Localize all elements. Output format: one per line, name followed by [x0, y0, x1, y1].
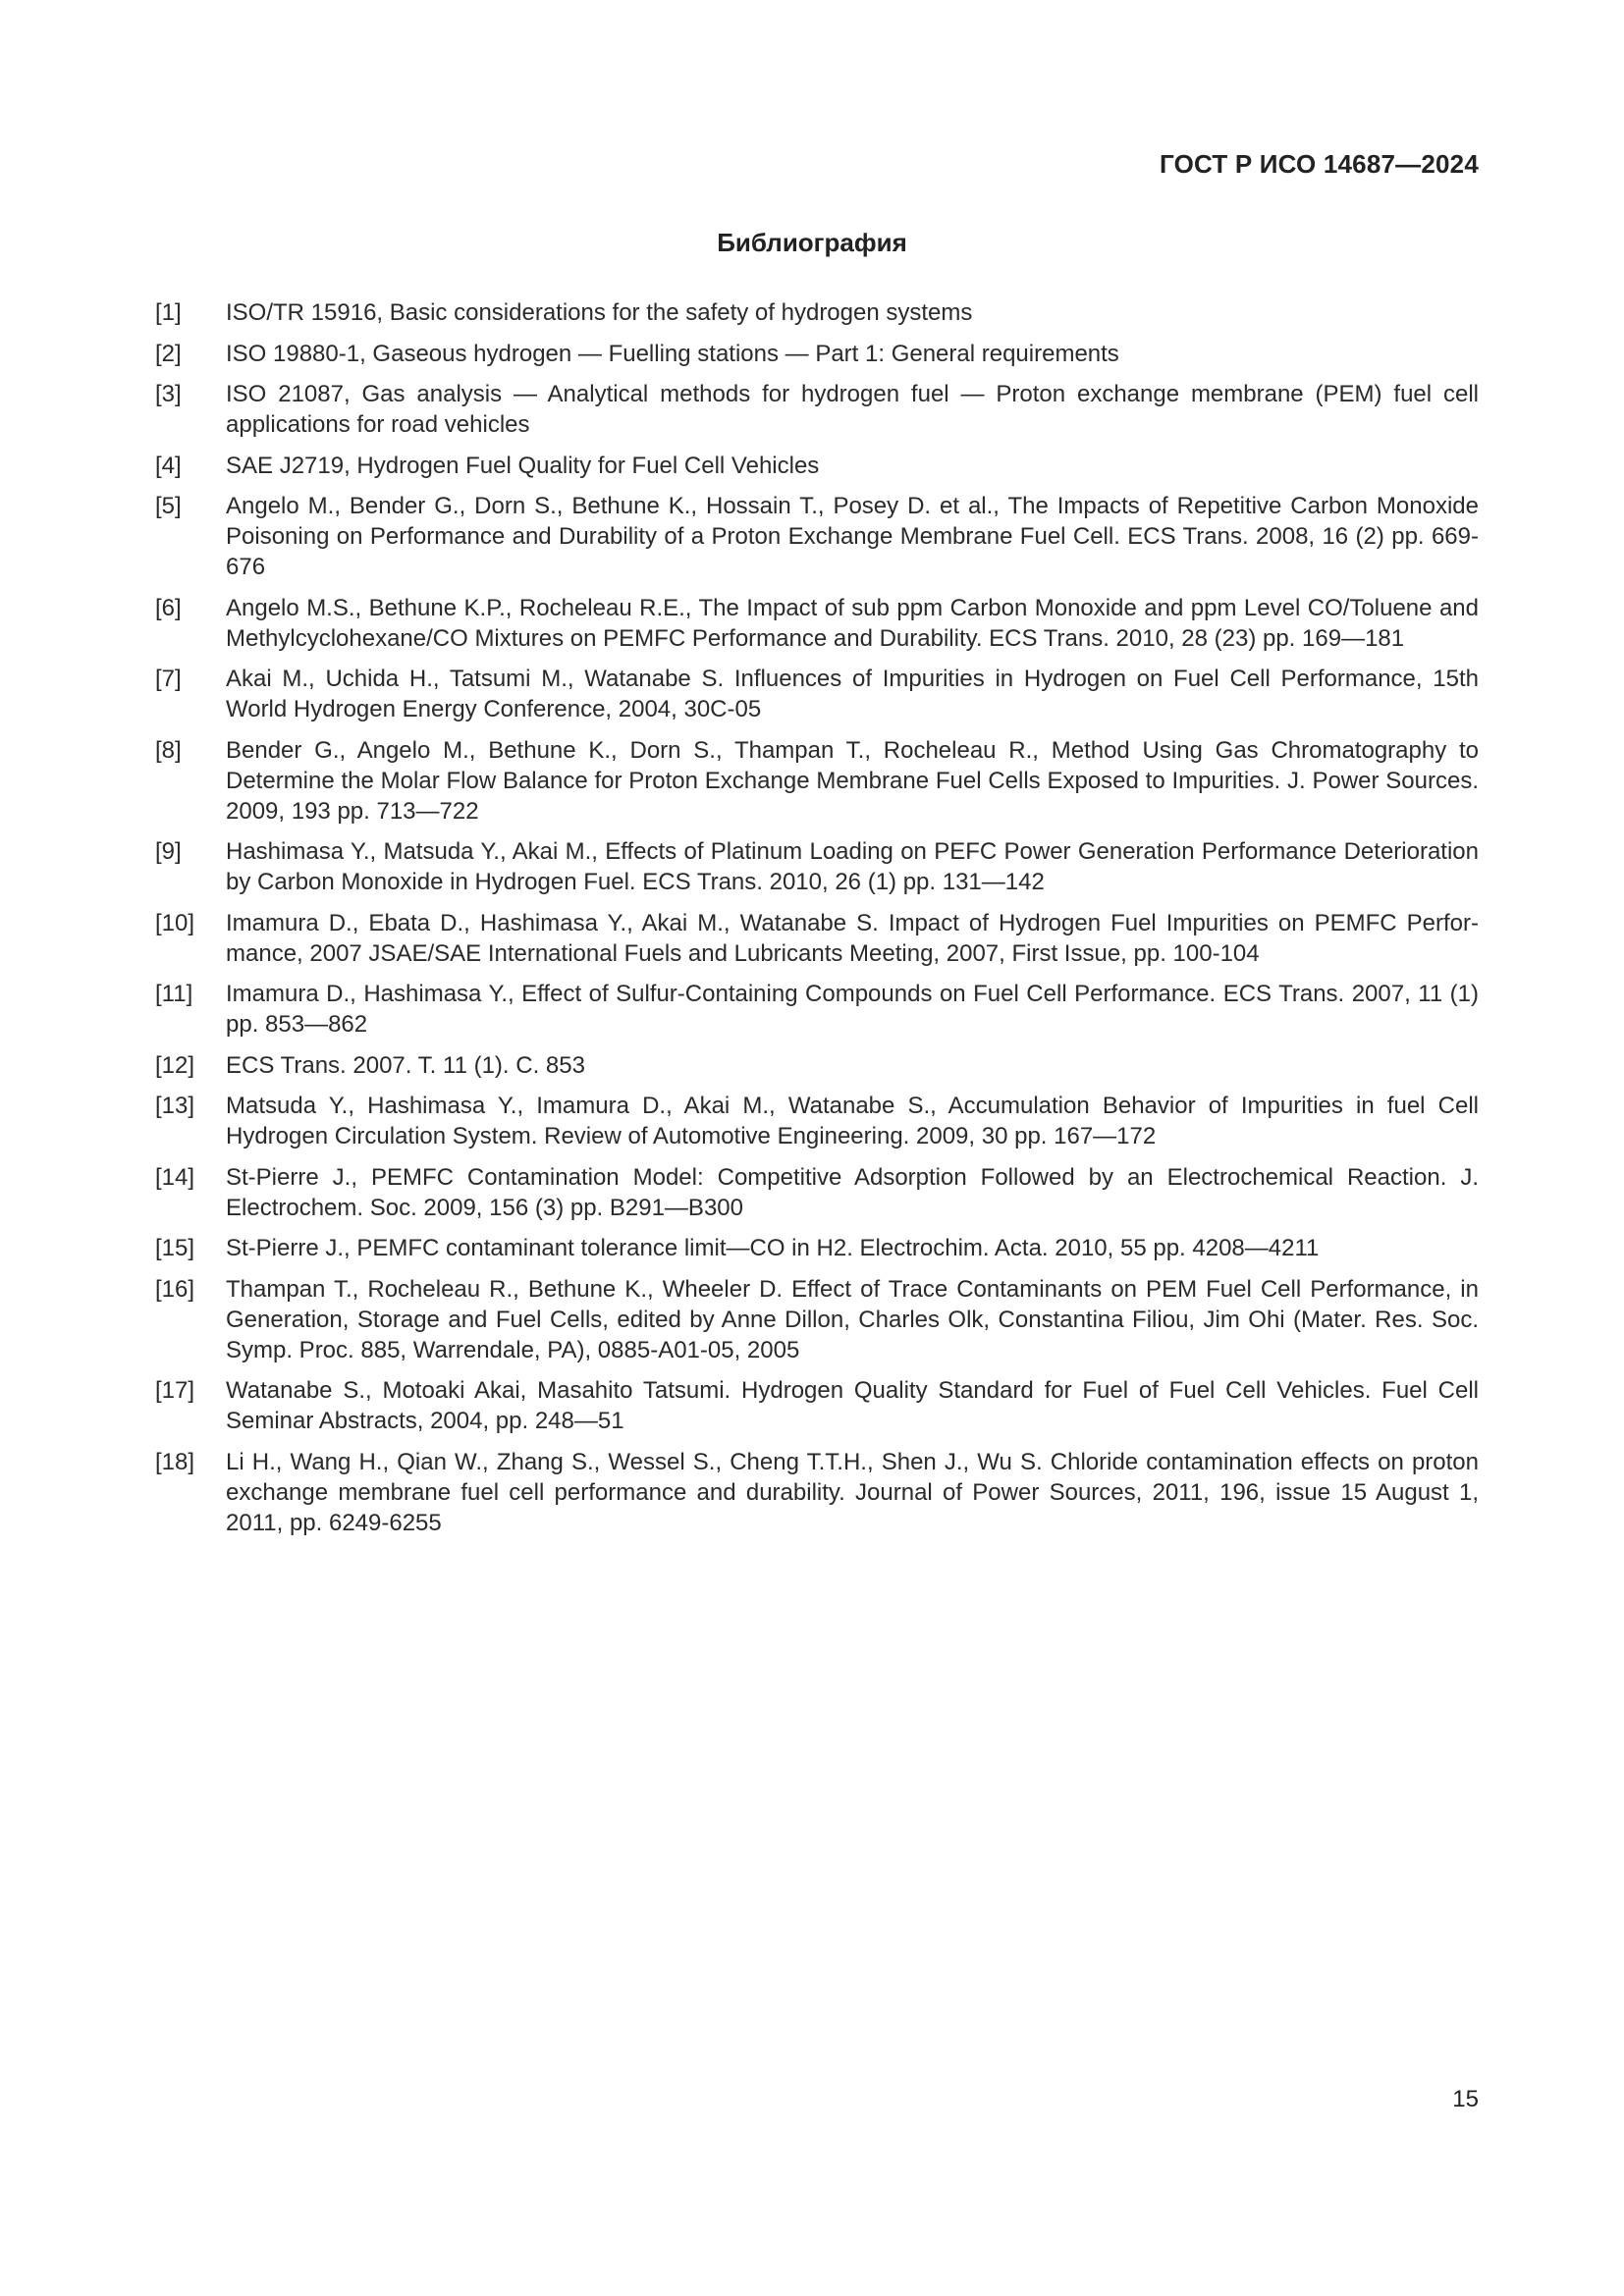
reference-text: Li H., Wang H., Qian W., Zhang S., Wessel S., Cheng T.T.H., Shen J., Wu S. Chloride contamination effects on proton exchange membrane fuel cell performance and durability. Journal of Power Sources, 2011, 196, issue 15 August 1, 2011, pp. 6249-6255 [226, 1448, 1479, 1536]
reference-number: [13] [155, 1093, 195, 1119]
reference-text: Akai M., Uchida H., Tatsumi M., Watanabe S. Influences of Impurities in Hydrogen on Fuel Cell Performance, 15th World Hydrogen Energy Conference, 2004, 30C-05 [226, 666, 1479, 722]
reference-text: Imamura D., Ebata D., Hashimasa Y., Akai M., Watanabe S. Impact of Hydrogen Fuel Impurities on PEMFC Performance, 2007 JSAE/SAE International Fuels and Lubricants Meeting, 2007, First Issue, pp. 100-104 [226, 909, 1479, 967]
reference-number: [9] [155, 838, 182, 865]
bibliography-item [155, 1447, 1479, 1538]
reference-text: Bender G., Angelo M., Bethune K., Dorn S., Thampan T., Rocheleau R., Method Using Gas Chromatography to Determine the Molar Flow Balance for Proton Exchange Membrane Fuel Cells Exposed to Impurities. J. Power Sources. 2009, 193 pp. 713—722 [226, 736, 1479, 825]
reference-number: [2] [155, 340, 182, 367]
reference-text: Angelo M.S., Bethune K.P., Rocheleau R.E., The Impact of sub ppm Carbon Monoxide and ppm Level CO/Toluene and Methylcyclohexane/CO Mixtures on PEMFC Performance and Durability. ECS Trans. 2010, 28 (23) pp. 169—181 [226, 594, 1479, 652]
reference-number: [8] [155, 736, 182, 764]
reference-number: [14] [155, 1163, 195, 1191]
bibliography-item [155, 1091, 1479, 1151]
reference-text: Watanabe S., Motoaki Akai, Masahito Tatsumi. Hydrogen Quality Standard for Fuel of Fuel Cell Vehicles. Fuel Cell Seminar Abstracts, 2004, pp. 248—51 [226, 1377, 1479, 1434]
bibliography-item [155, 297, 1479, 328]
reference-number: [10] [155, 909, 195, 936]
reference-text: St-Pierre J., PEMFC Contamination Model: Competitive Adsorption Followed by an Electrochemical Reaction. J. Electrochem. Soc. 2009, 156 (3) pp. B291—B300 [226, 1163, 1479, 1221]
reference-text: Hashimasa Y., Matsuda Y., Akai M., Effects of Platinum Loading on PEFC Power Generation Performance Deterioration by Carbon Monoxide in Hydrogen Fuel. ECS Trans. 2010, 26 (1) pp. 131—142 [226, 838, 1479, 895]
bibliography-list [155, 297, 1479, 1548]
reference-text: St-Pierre J., PEMFC contaminant tolerance limit—CO in H2. Electrochim. Acta. 2010, 55 pp. 4208—4211 [226, 1235, 1320, 1261]
bibliography-item [155, 1375, 1479, 1436]
bibliography-item [155, 979, 1479, 1040]
document-code-header: ГОСТ Р ИСО 14687—2024 [1159, 149, 1479, 179]
bibliography-item [155, 1162, 1479, 1223]
bibliography-item [155, 1274, 1479, 1365]
bibliography-item [155, 1233, 1479, 1263]
reference-text: Matsuda Y., Hashimasa Y., Imamura D., Akai M., Watanabe S., Accumulation Behavior of Impurities in fuel Cell Hydrogen Circulation System. Review of Automotive Engineering. 2009, 30 pp. 167—172 [226, 1093, 1479, 1149]
reference-number: [1] [155, 299, 182, 326]
reference-text: Angelo M., Bender G., Dorn S., Bethune K., Hossain T., Posey D. et al., The Impacts of Repetitive Carbon Monoxide Poisoning on Performance and Durability of a Proton Exchange Membrane Fuel Cell. ECS Trans. 2008, 16 (2) pp. 669-676 [226, 493, 1479, 580]
reference-text: ISO 19880-1, Gaseous hydrogen — Fuelling stations — Part 1: General requirements [226, 340, 1119, 367]
reference-number: [4] [155, 452, 182, 479]
reference-number: [11] [155, 981, 193, 1007]
reference-number: [18] [155, 1448, 195, 1475]
reference-text: ISO 21087, Gas analysis — Analytical methods for hydrogen fuel — Proton exchange membrane (PEM) fuel cell applications for road vehicles [226, 381, 1479, 438]
reference-number: [16] [155, 1275, 195, 1303]
bibliography-item [155, 593, 1479, 654]
bibliography-title: Библиография [717, 228, 907, 257]
reference-text: ECS Trans. 2007. T. 11 (1). C. 853 [226, 1051, 585, 1079]
bibliography-item [155, 451, 1479, 481]
reference-text: Thampan T., Rocheleau R., Bethune K., Wheeler D. Effect of Trace Contaminants on PEM Fuel Cell Performance, in Generation, Storage and Fuel Cells, edited by Anne Dillon, Charles Olk, Constantina Filiou, Jim Ohi (Mater. Res. Soc. Symp. Proc. 885, Warrendale, PA), 0885-A01-05, 2005 [226, 1275, 1479, 1363]
reference-number: [17] [155, 1377, 195, 1404]
reference-text: ISO/TR 15916, Basic considerations for the safety of hydrogen systems [226, 299, 973, 326]
reference-number: [15] [155, 1235, 195, 1261]
bibliography-item [155, 908, 1479, 969]
bibliography-item [155, 1050, 1479, 1081]
bibliography-item [155, 735, 1479, 827]
reference-number: [12] [155, 1051, 195, 1079]
reference-text: SAE J2719, Hydrogen Fuel Quality for Fuel Cell Vehicles [226, 452, 820, 479]
bibliography-item [155, 379, 1479, 440]
bibliography-item [155, 664, 1479, 724]
reference-number: [5] [155, 493, 182, 519]
reference-number: [7] [155, 666, 182, 692]
bibliography-item [155, 491, 1479, 582]
page-number: 15 [1452, 2086, 1479, 2112]
reference-number: [3] [155, 381, 182, 407]
bibliography-item [155, 836, 1479, 897]
reference-text: Imamura D., Hashimasa Y., Effect of Sulfur-Containing Compounds on Fuel Cell Performance. ECS Trans. 2007, 11 (1) pp. 853—862 [226, 981, 1479, 1038]
bibliography-item [155, 339, 1479, 369]
reference-number: [6] [155, 594, 182, 621]
